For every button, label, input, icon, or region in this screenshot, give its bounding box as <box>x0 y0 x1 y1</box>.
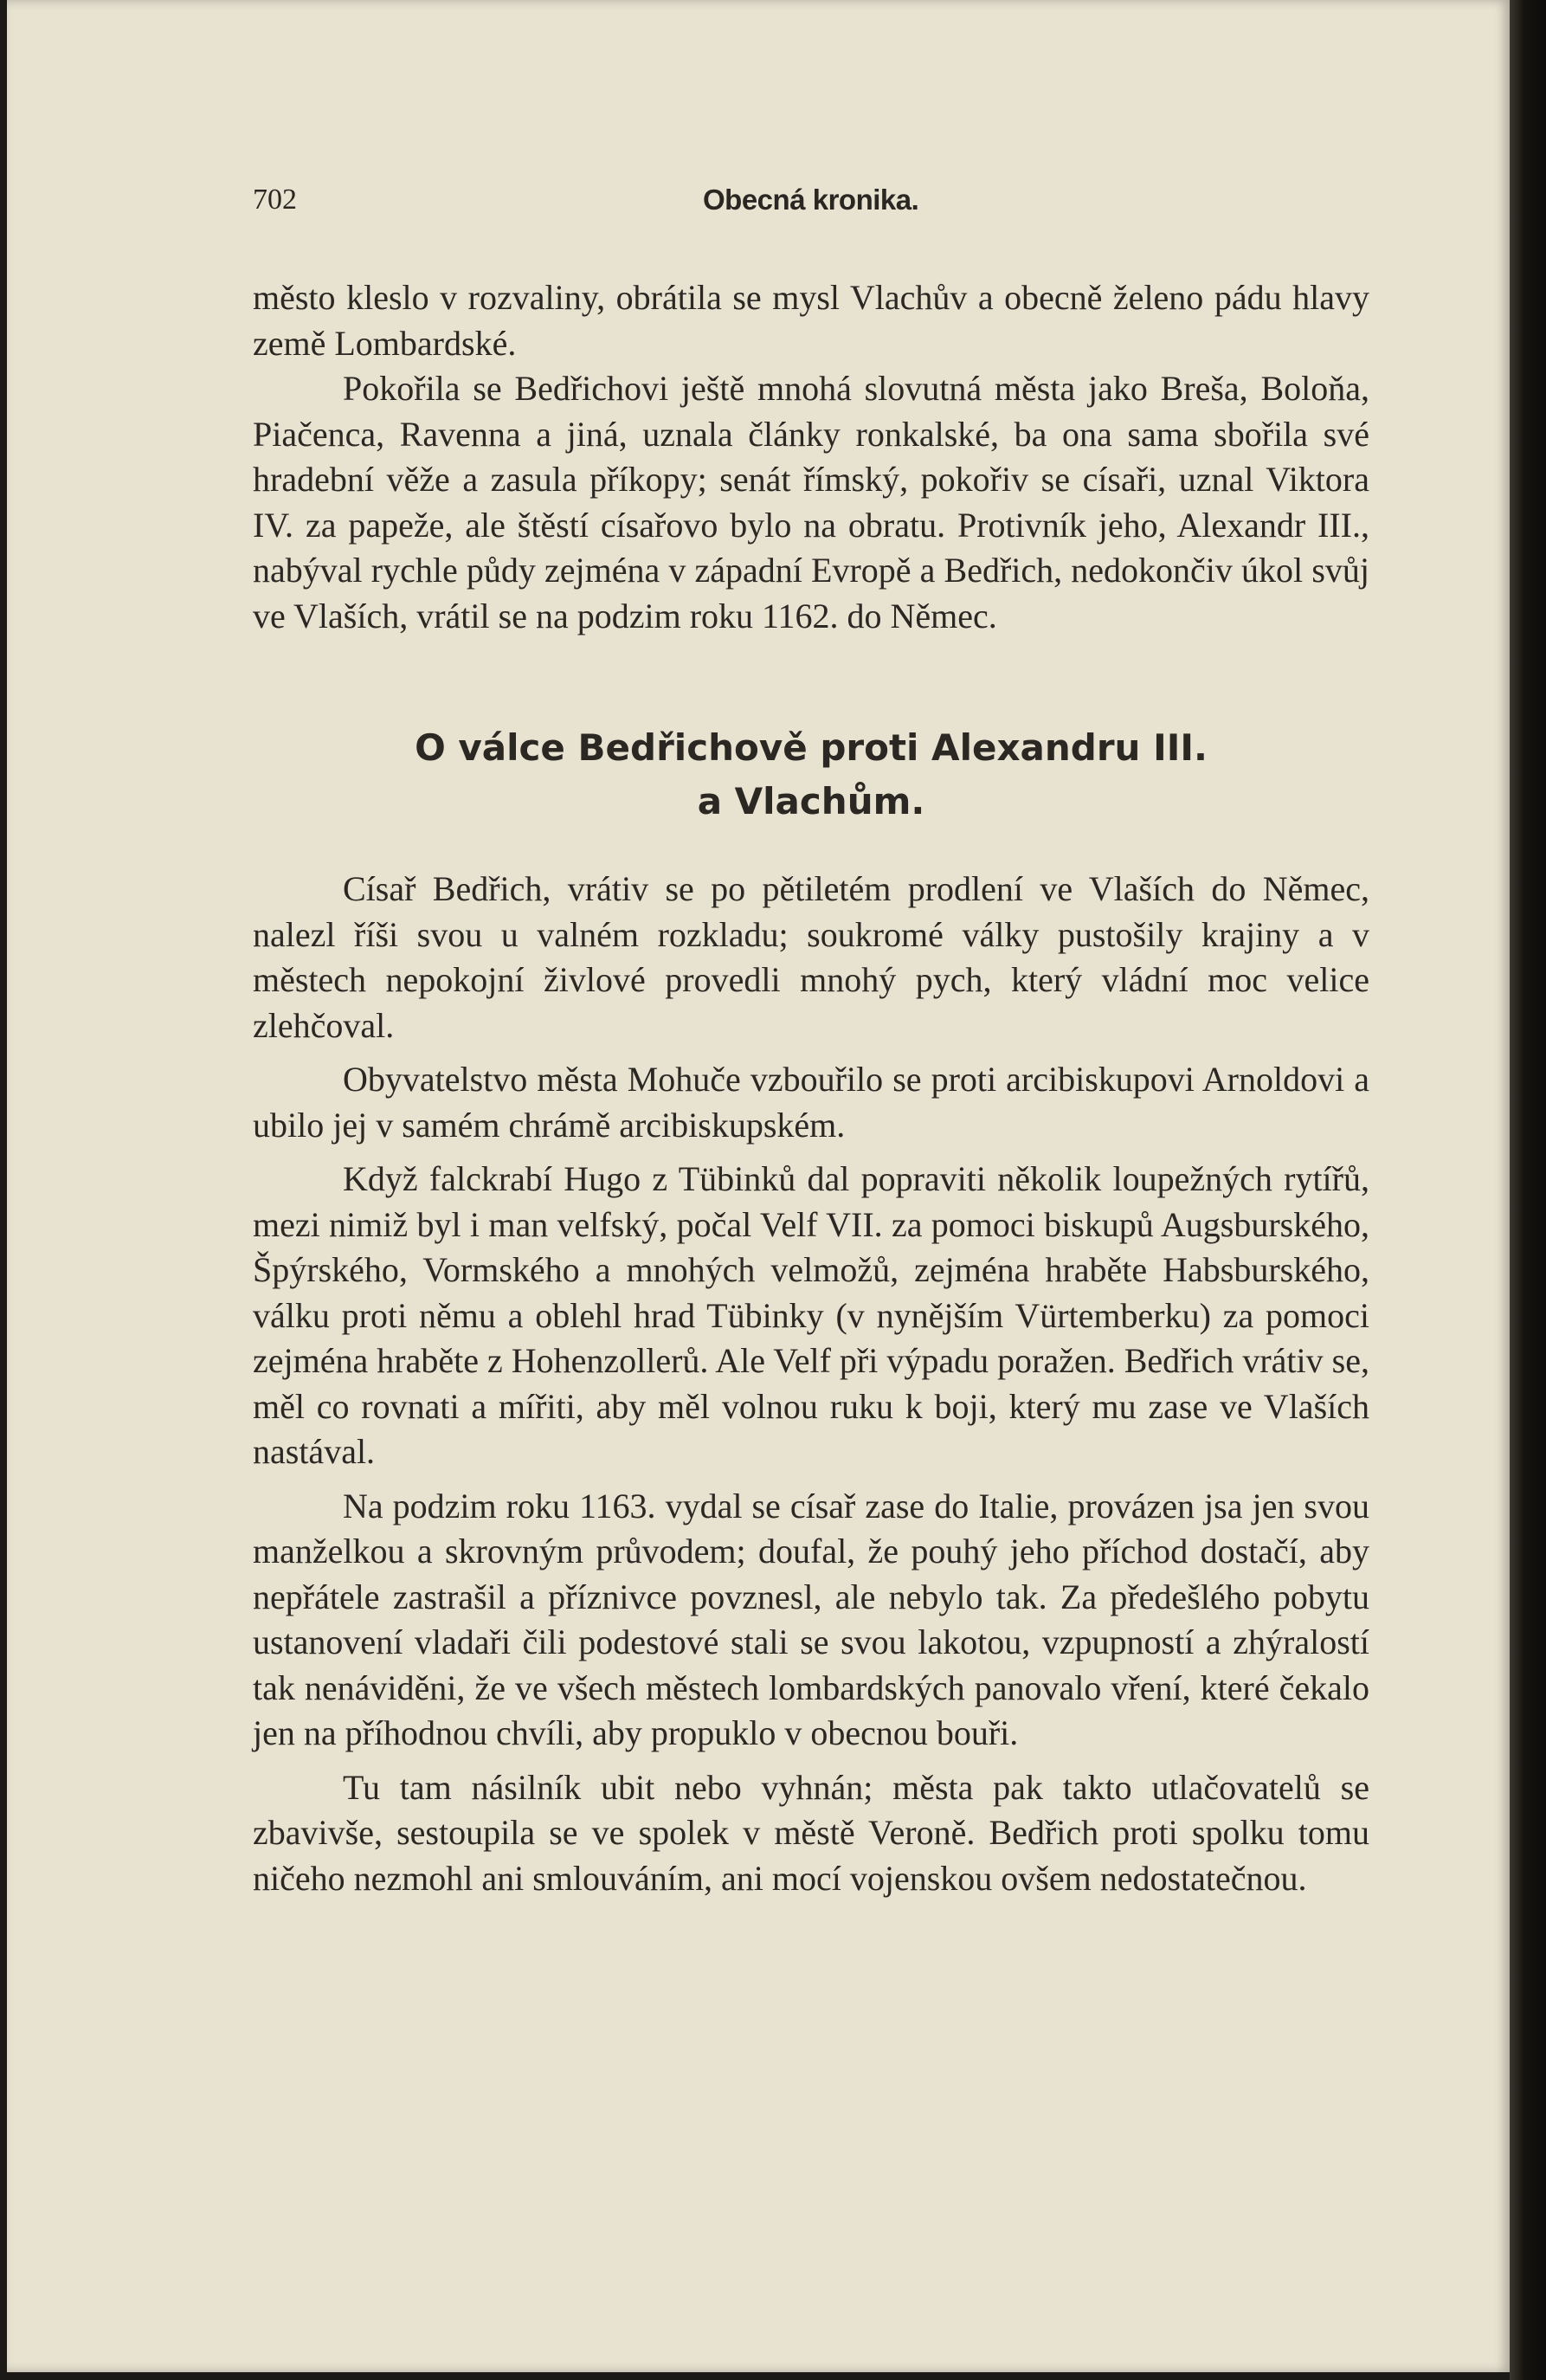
book-edge-shadow <box>1510 0 1546 2380</box>
page-number: 702 <box>253 184 297 216</box>
paragraph: Na podzim roku 1163. vydal se císař zase do Italie, provázen jsa jen svou manželkou a skrovným průvodem; doufal, že pouhý jeho příchod dostačí, aby nepřátele zastrašil a příznivce povznesl, ale nebylo tak. Za předešlého pobytu ustanovení vladaři čili podestové stali se svou lakotou, vzpupností a zhýralostí tak nenáviděni, že ve všech městech lombardských panovalo vření, které čekalo jen na příhodnou chvíli, aby propuklo v obecnou bouři. <box>253 1486 1369 1752</box>
paragraph: Pokořila se Bedřichovi ještě mnohá slovutná města jako Breša, Boloňa, Piačenca, Ravenna a jiná, uznala články ronkalské, ba ona sama sbořila své hradební věže a zasula příkopy; senát římský, pokořiv se císaři, uznal Viktora IV. za papeže, ale štěstí císařovo bylo na obratu. Protivník jeho, Alexandr III., nabýval rychle půdy zejména v západní Evropě a Bedřich, nedokončiv úkol svůj ve Vlaších, vrátil se na podzim roku 1162. do Němec. <box>253 369 1369 635</box>
section-heading-line: a Vlachům. <box>697 780 925 822</box>
paragraph: Tu tam násilník ubit nebo vyhnán; města pak takto utlačovatelů se zbavivše, sestoupila se ve spolek v městě Veroně. Bedřich proti spolku tomu ničeho nezmohl ani smlouváním, ani mocí vojenskou ovšem nedostatečnou. <box>253 1767 1369 1898</box>
body-text <box>253 275 1369 1901</box>
paragraph: Císař Bedřich, vrátiv se po pětiletém prodlení ve Vlaších do Němec, nalezl říši svou u valném rozkladu; soukromé války pustošily krajiny a v městech nepokojní živlové provedli mnohý pych, který vládní moc velice zlehčoval. <box>253 869 1369 1045</box>
paragraph: Obyvatelstvo města Mohuče vzbouřilo se proti arcibiskupovi Arnoldovi a ubilo jej v samém chrámě arcibiskupském. <box>253 1060 1369 1145</box>
page-header <box>253 184 1361 232</box>
section-heading <box>253 721 1369 829</box>
paragraph-continued: město kleslo v rozvaliny, obrátila se mysl Vlachův a obecně želeno pádu hlavy země Lombardské. <box>253 278 1369 363</box>
running-head: Obecná kronika. <box>703 184 919 216</box>
paragraph: Když falckrabí Hugo z Tübinků dal popraviti několik loupežných rytířů, mezi nimiž byl i man velfský, počal Velf VII. za pomoci biskupů Augsburského, Špýrského, Vormského a mnohých velmožů, zejména hraběte Habsburského, válku proti němu a oblehl hrad Tübinky (v nynějším Vürtemberku) za pomoci zejména hraběte z Hohenzollerů. Ale Velf při výpadu poražen. Bedřich vrátiv se, měl co rovnati a mířiti, aby měl volnou ruku k boji, který mu zase ve Vlaších nastával. <box>253 1159 1369 1471</box>
section-heading-line: O válce Bedřichově proti Alexandru III. <box>415 726 1208 769</box>
